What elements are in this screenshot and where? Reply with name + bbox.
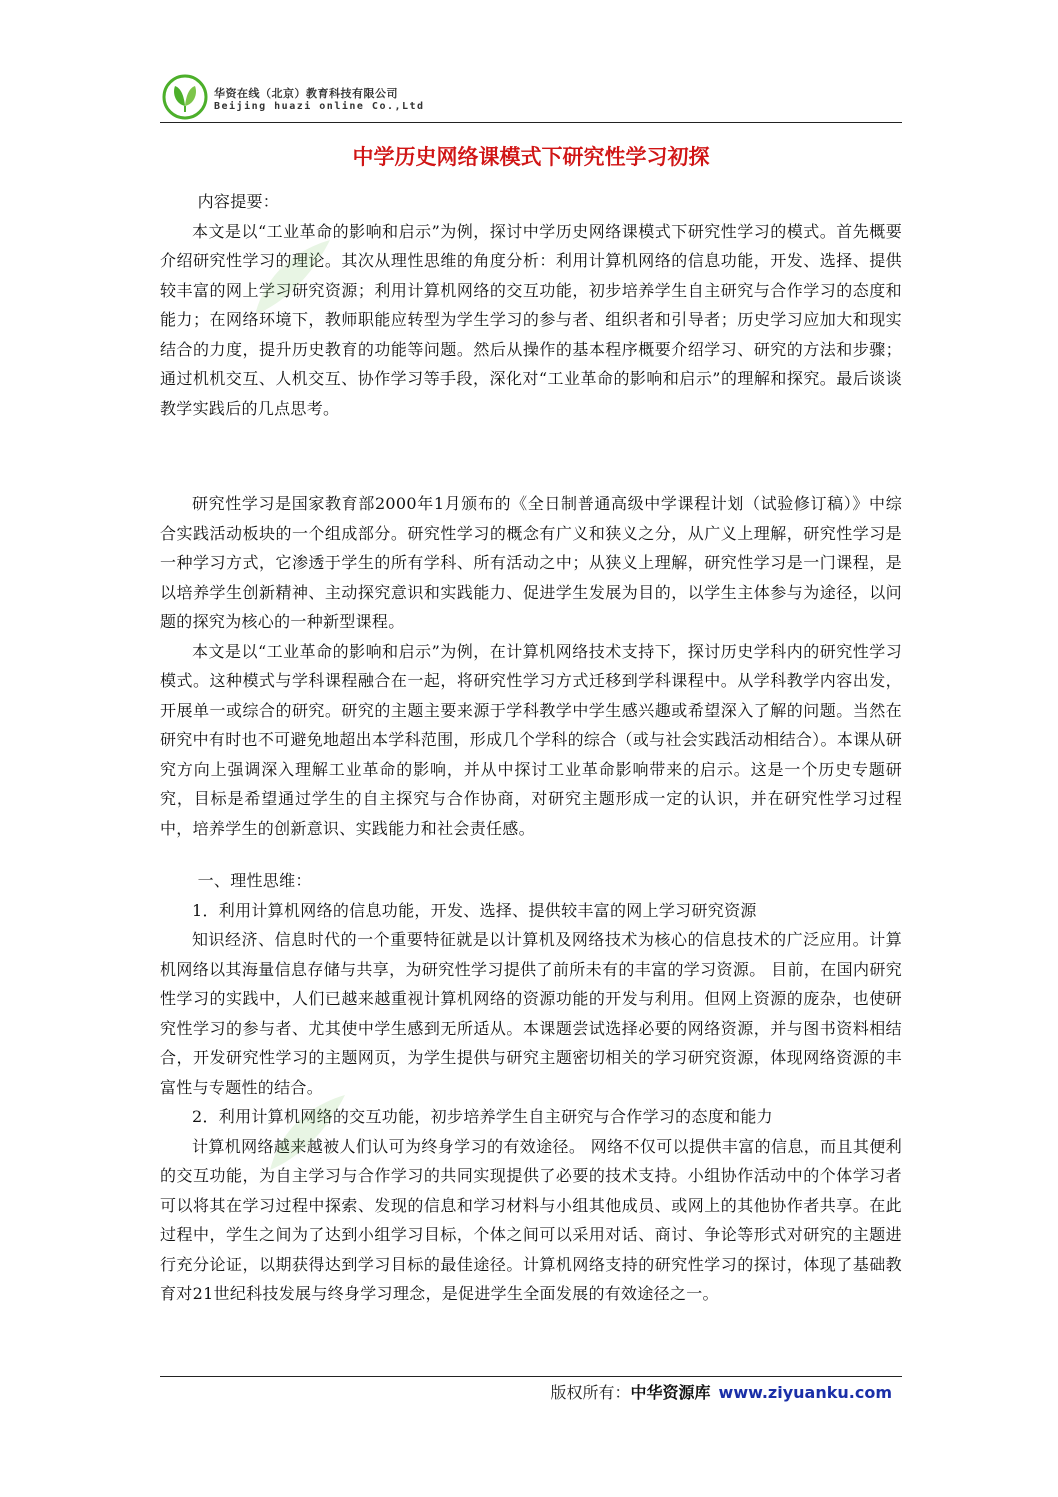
header-divider <box>160 122 902 123</box>
document-title: 中学历史网络课模式下研究性学习初探 <box>352 144 710 169</box>
footer-url-link[interactable]: www.ziyuanku.com <box>718 1383 892 1402</box>
body-paragraph: 计算机网络越来越被人们认可为终身学习的有效途径。 网络不仅可以提供丰富的信息，而且其便利的交互功能，为自主学习与合作学习的共同实现提供了必要的技术支持。小组协作活动中的个体学习者可以将其在学习过程中探索、发现的信息和学习材料与小组其他成员、或网上的其他协作者共享。在此过程中，学生之间为了达到小组学习目标，个体之间可以采用对话、商讨、争论等形式对研究的主题进行充分论证，以期获得达到学习目标的最佳途径。计算机网络支持的研究性学习的探讨，体现了基础教育对21世纪科技发展与终身学习理念，是促进学生全面发展的有效途径之一。 <box>160 1136 902 1303</box>
copyright-label: 版权所有： <box>550 1383 631 1402</box>
subsection-heading: 1．利用计算机网络的信息功能，开发、选择、提供较丰富的网上学习研究资源 <box>192 900 757 920</box>
company-name-en: Beijing huazi online Co.,Ltd <box>214 101 425 112</box>
body-paragraph: 研究性学习是国家教育部2000年1月颁布的《全日制普通高级中学课程计划（试验修订稿）》中综合实践活动板块的一个组成部分。研究性学习的概念有广义和狭义之分，从广义上理解，研究性学习是一种学习方式，它渗透于学生的所有学科、所有活动之中；从狭义上理解，研究性学习是一门课程，是以培养学生创新精神、主动探究意识和实践能力、促进学生发展为目的，以学生主体参与为途径，以问题的探究为核心的一种新型课程。 <box>160 494 902 631</box>
footer-divider <box>160 1376 902 1377</box>
abstract-paragraph: 本文是以“工业革命的影响和启示”为例，探讨中学历史网络课模式下研究性学习的模式。首先概要介绍研究性学习的理论。其次从理性思维的角度分析：利用计算机网络的信息功能，开发、选择、提供较丰富的网上学习研究资源；利用计算机网络的交互功能，初步培养学生自主研究与合作学习的态度和能力；在网络环境下，教师职能应转型为学生学习的参与者、组织者和引导者；历史学习应加大和现实结合的力度，提升历史教育的功能等问题。然后从操作的基本程序概要介绍学习、研究的方法和步骤；通过机机交互、人机交互、协作学习等手段，深化对“工业革命的影响和启示”的理解和探究。最后谈谈教学实践后的几点思考。 <box>160 221 902 418</box>
butterfly-leaf-logo-icon <box>162 74 208 120</box>
abstract-label: 内容提要： <box>197 192 280 211</box>
document-body <box>160 187 902 1309</box>
section-heading: 一、理性思维： <box>197 871 312 890</box>
body-paragraph: 知识经济、信息时代的一个重要特征就是以计算机及网络技术为核心的信息技术的广泛应用。计算机网络以其海量信息存储与共享，为研究性学习提供了前所未有的丰富的学习资源。 目前，在国内研究性学习的实践中，人们已越来越重视计算机网络的资源功能的开发与利用。但网上资源的庞杂，也使研究性学习的参与者、尤其使中学生感到无所适从。本课题尝试选择必要的网络资源，并与图书资料相结合，开发研究性学习的主题网页，为学生提供与研究主题密切相关的学习研究资源，体现网络资源的丰富性与专题性的结合。 <box>160 930 902 1097</box>
page-header <box>160 72 902 124</box>
body-paragraph: 本文是以“工业革命的影响和启示”为例，在计算机网络技术支持下，探讨历史学科内的研究性学习模式。这种模式与学科课程融合在一起，将研究性学习方式迁移到学科课程中。从学科教学内容出发，开展单一或综合的研究。研究的主题主要来源于学科教学中学生感兴趣或希望深入了解的问题。当然在研究中有时也不可避免地超出本学科范围，形成几个学科的综合（或与社会实践活动相结合）。本课从研究方向上强调深入理解工业革命的影响，并从中探讨工业革命影响带来的启示。这是一个历史专题研究，目标是希望通过学生的自主探究与合作协商，对研究主题形成一定的认识，并在研究性学习过程中，培养学生的创新意识、实践能力和社会责任感。 <box>160 641 902 838</box>
copyright-brand: 中华资源库 <box>630 1383 711 1402</box>
page-footer <box>551 1380 893 1406</box>
company-name-cn: 华资在线（北京）教育科技有限公司 <box>214 87 398 100</box>
subsection-heading: 2．利用计算机网络的交互功能，初步培养学生自主研究与合作学习的态度和能力 <box>192 1107 773 1126</box>
